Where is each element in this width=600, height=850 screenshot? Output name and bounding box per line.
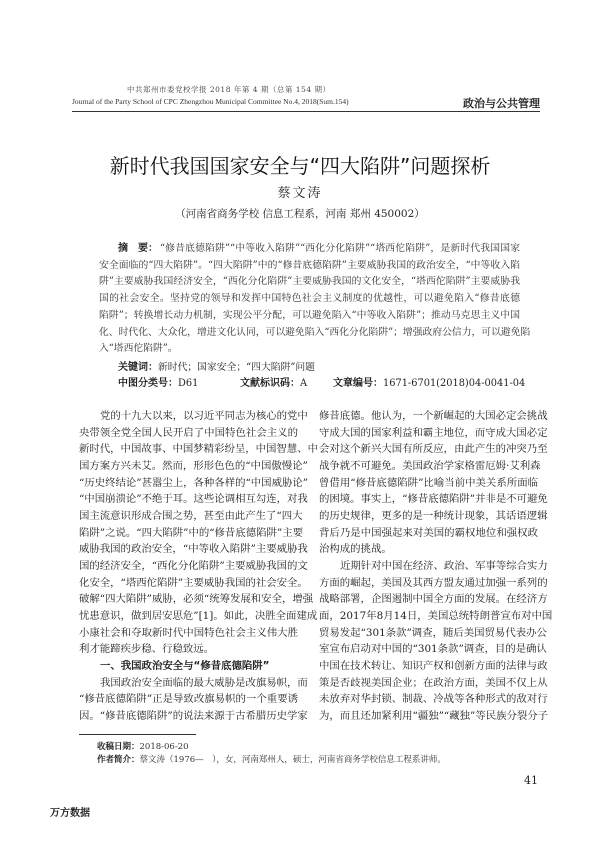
body-line: 新时代，中国故事、中国梦精彩纷呈，中国智慧、中 [79,443,318,456]
clc-value: D61 [178,378,199,389]
header-rule [72,111,540,112]
journal-header-cn: 中共郑州市委党校学报 2018 年第 4 期（总第 154 期） [127,85,331,94]
watermark-text: 万方数据 [50,808,90,819]
body-line: 未放弃对华封锁、制裁、冷战等各种形式的敌对行 [319,693,548,706]
keywords-value: 新时代；国家安全；“四大陷阱”问题 [158,362,315,373]
body-line: 贸易发起“301条款”调查，随后美国贸易代表办公 [319,626,547,639]
abstract-line: 国的社会安全。坚持党的领导和发挥中国特色社会主义制度的优越性，可以避免陷入“修昔底德 [99,293,520,305]
clc-number [118,374,198,389]
doc-code-value: A [300,378,308,389]
keywords-label: 关键词： [118,362,158,373]
body-line: 战争就不可避免。美国政治学家格雷厄姆·艾利森 [319,460,541,472]
body-line: 陷阱”之说。“四大陷阱”中的“修昔底德陷阱”主要 [79,526,303,539]
body-line: 近期针对中国在经济、政治、军事等综合实力 [340,560,548,573]
page-number: 41 [524,774,538,787]
body-line: 室宣布启动对中国的“301条款”调查，目的是确认 [319,643,547,656]
abstract-line: 入“塔西佗陷阱”。 [99,343,178,355]
abstract-label: 摘 要： [118,243,158,254]
footnote-received [97,740,189,752]
article-number-value: 1671-6701(2018)04-0041-04 [383,378,526,389]
clc-label: 中图分类号： [118,378,178,389]
footnote-author-bio [97,753,446,765]
body-line: 守成大国的国家利益和霸主地位，而守成大国必定 [319,426,548,439]
received-date: 2018-06-20 [139,742,189,752]
body-line: 小康社会和夺取新时代中国特色社会主义伟大胜 [79,626,298,639]
body-line: 国方案方兴未艾。然而，形形色色的“中国傲慢论” [79,460,308,472]
abstract-line: 化、时代化、大众化，增进文化认同，可以避免陷入“西化分化陷阱”；增强政府公信力，可以避免陷 [99,326,531,338]
section-heading: 一、我国政治安全与“修昔底德陷阱” [100,660,270,673]
received-label: 收稿日期： [97,742,140,752]
body-line: 战略部署，企图遏制中国全方面的发展。在经济方 [319,593,548,606]
body-line: “修昔底德陷阱”正是导致改旗易帜的一个重要诱 [79,693,298,706]
author-affiliation: （河南省商务学校 信息工程系，河南 郑州 450002） [175,208,425,220]
article-number [333,374,525,389]
doc-code-label: 文献标识码： [240,378,300,389]
body-line: 央带领全党全国人民开启了中国特色社会主义的 [79,426,298,439]
abstract-line: 陷阱”；转换增长动力机制，实现公平分配，可以避免陷入“中等收入陷阱”；推动马克思主义中国 [99,309,520,321]
body-line: 治构成的挑战。 [319,543,392,556]
body-line: “历史终结论”甚嚣尘上，各种各样的“中国威胁论” [79,476,309,489]
body-line: 背后乃是中国强起来对美国的霸权地位和强权政 [319,526,538,539]
body-line: 利才能蹄疾步稳、行稳致远。 [79,643,215,656]
body-line: 方面的崛起，美国及其西方盟友通过加强一系列的 [319,576,548,589]
body-line: 面，2017年8月14日，美国总统特朗普宣布对中国 [319,610,553,623]
body-line: “中国崩溃论”不绝于耳。这些论调相互勾连，对我 [79,493,308,506]
abstract-line: 安全面临的“四大陷阱”。“四大陷阱”中的“修昔底德陷阱”主要威胁我国的政治安全，“中等收入陷 [99,259,520,271]
body-line: 化安全，“塔西佗陷阱”主要威胁我国的社会安全。 [79,576,308,589]
article-number-label: 文章编号： [333,378,383,389]
body-line: 会对这个新兴大国有所反应，由此产生的冲突乃至 [319,443,548,456]
body-line: 的困境。事实上，“修昔底德陷阱”并非是不可避免 [319,493,548,506]
author-bio-label: 作者简介： [97,755,140,765]
section-label: 政治与公共管理 [463,97,540,110]
keywords [118,358,315,373]
body-line: 国主流意识形成合围之势，甚至由此产生了“四大 [79,510,303,523]
body-line: 我国政治安全面临的最大威胁是改旗易帜，而 [100,676,308,689]
abstract-line: 阱”主要威胁我国经济安全，“西化分化陷阱”主要威胁我国的文化安全，“塔西佗陷阱”主要威胁我 [99,276,520,288]
body-line: 为，而且还加紧利用“疆独”“藏独”等民族分裂分子 [319,710,549,723]
body-line: 党的十九大以来，以习近平同志为核心的党中 [100,410,308,422]
doc-code [240,374,307,389]
author-bio: 蔡文涛（1976— ），女，河南郑州人，硕士，河南省商务学校信息工程系讲师。 [139,755,446,765]
body-line: 曾借用“修昔底德陷阱”比喻当前中美关系所面临 [319,476,538,489]
body-line: 破解“四大陷阱”威胁，必须“统筹发展和安全，增强 [79,593,314,606]
article-author: 蔡文涛 [277,186,323,201]
footnote-rule [79,734,196,735]
abstract-line: “修昔底德陷阱”“中等收入陷阱”“西化分化陷阱”“塔西佗陷阱”，是新时代我国国家 [160,243,520,254]
body-line: 忧患意识，做到居安思危”[1]。如此，决胜全面建成 [79,610,318,623]
body-line: 威胁我国的政治安全，“中等收入陷阱”主要威胁我 [79,543,308,556]
body-line: 的历史规律，更多的是一种统计现象，其话语逻辑 [319,510,548,523]
journal-header-en: Journal of the Party School of CPC Zhengzhou Municipal Committee No.4, 2018(Sum.154) [72,97,349,106]
body-line: 修昔底德。他认为，一个新崛起的大国必定会挑战 [319,410,548,422]
body-line: 因。“修昔底德陷阱”的说法来源于古希腊历史学家 [79,710,308,723]
body-line: 中国在技术转让、知识产权和创新方面的法律与政 [319,660,548,673]
article-title: 新时代我国国家安全与“四大陷阱”问题探析 [109,154,491,178]
body-line: 策是否歧视美国企业；在政治方面，美国不仅上从 [319,676,548,689]
body-line: 国的经济安全，“西化分化陷阱”主要威胁我国的文 [79,560,308,573]
